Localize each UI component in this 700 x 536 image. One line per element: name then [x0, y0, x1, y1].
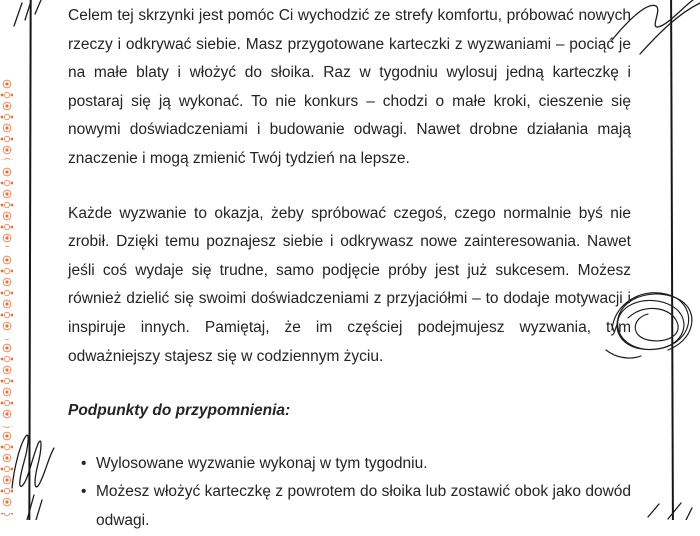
cursive-w-flourish-icon: [12, 435, 54, 520]
page-border-left: [28, 0, 31, 520]
corner-strokes-bottom-right-icon: [648, 503, 692, 520]
body-paragraph: Celem tej skrzynki jest pomóc Ci wychodzić ze strefy komfortu, próbować nowych rzeczy i odkrywać siebie. Masz przygotowane karteczki z wyzwaniami – pociąć je na małe blaty i włożyć do słoika. Raz w tygodniu wylosuj jedną karteczkę i postaraj się ją wykonać. To nie konkurs – chodzi o małe kroki, cieszenie się nowymi doświadczeniami i budowanie odwagi. Nawet drobne działania mają znaczenie i mogą zmienić Twój tydzień na lepsze.: [68, 7, 631, 167]
page-border-right: [670, 0, 674, 520]
list-item: • Wylosowane wyzwanie wykonaj w tym tygodniu.: [96, 450, 631, 479]
reminder-list: [68, 450, 631, 536]
body-paragraph: Każde wyzwanie to okazja, żeby spróbować czegoś, czego normalnie byś nie zrobił. Dzięki temu poznajesz siebie i odkrywasz nowe zainteresowania. Nawet jeśli coś wydaje się trudne, samo podjęcie próby jest już sukcesem. Możesz również dzielić się swoimi doświadczeniami z przyjaciółmi – to dodaje motywacji i inspiruje innych. Pamiętaj, że im częściej podejmujesz wyzwania, tym odważniejszy stajesz się w codziennym życiu.: [68, 204, 631, 365]
document-body: [68, 2, 631, 536]
reminders-heading: Podpunkty do przypomnienia:: [68, 402, 291, 420]
corner-strokes-top-left-icon: [14, 0, 41, 26]
list-item: • Możesz włożyć karteczkę z powrotem do słoika lub zostawić obok jako dowód odwagi.: [96, 478, 631, 535]
left-ornament-strip-icon: [0, 78, 13, 520]
